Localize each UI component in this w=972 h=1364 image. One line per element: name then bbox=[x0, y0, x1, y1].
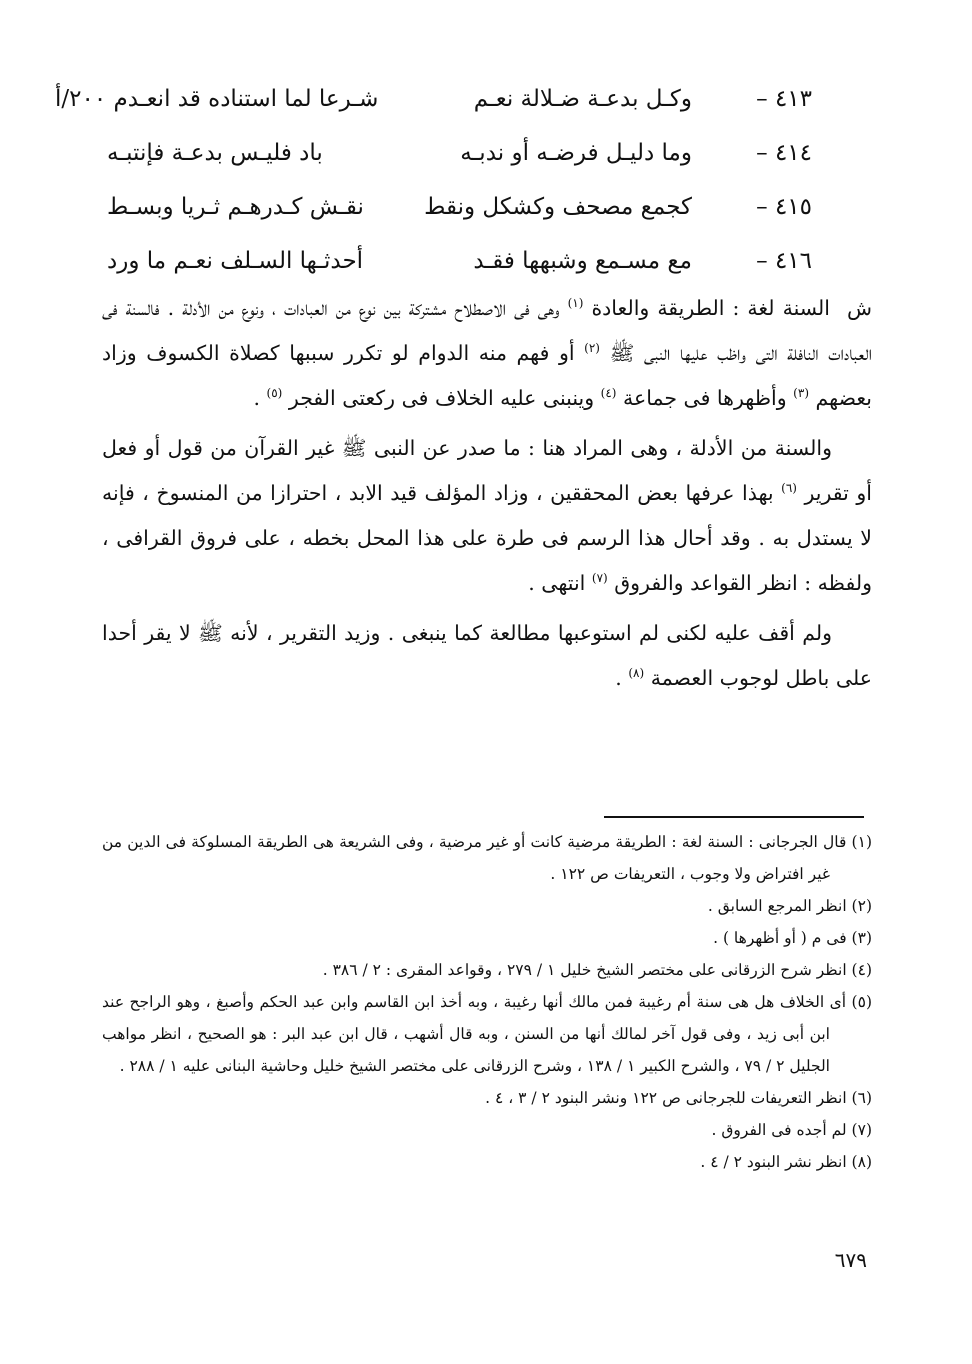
verse-block bbox=[55, 72, 812, 288]
footnote-4: (٤) انظر شرح الزرقانى على مختصر الشيخ خليل ١ / ٢٧٩ ، وقواعد المقرى : ٢ / ٣٨٦ . bbox=[322, 961, 872, 979]
verse-first-hemistich: وما دليـل فرضـه أو ندبـه bbox=[460, 140, 692, 166]
commentary-paragraph: والسنة من الأدلة ، وهى المراد هنا : ما صدر عن النبى ﷺ غير القرآن من قول أو فعل أو تقرير $^{(٦)}$ بهذا عرفها بعض المحققين ، وزاد المؤلف قيد الابد ، احترازا من المنسوخ ، فإنه لا يستدل به . وقد أحال هذا الرسم فى طرة على هذا المحل بخطه ، على فروق القرافى ، ولفظه : انظر القواعد والفروق $^{(٧)}$ انتهى . bbox=[102, 436, 872, 595]
verse-415 bbox=[107, 180, 812, 234]
footnote-separator bbox=[604, 816, 864, 818]
footnote-5: (٥) أى الخلاف هل هى سنة أم رغيبة فمن مالك أنها رغيبة ، وبه أخذ ابن القاسم وابن عبد الحكم وأصبغ ، وهو الراجح عند ابن أبى زيد ، وفى قول آخر لمالك أنها من السنن ، وبه قال أشهب ، قال ابن عبد البر : هو الصحيح ، انظر مواهب الجليل ٢ / ٧٩ ، والشرح الكبير ١ / ١٣٨ ، وشرح الزرقانى على مختصر الشيخ خليل وحاشية البنانى عليه ١ / ٢٨٨ . bbox=[102, 993, 872, 1075]
verse-second-hemistich: نقـش كـدرهـم ثـريا وبسـط bbox=[107, 194, 364, 220]
verse-number: ٤١٣ – bbox=[756, 86, 812, 112]
verse-413 bbox=[55, 72, 812, 126]
footnote-ref: (٣) bbox=[793, 386, 809, 401]
footnote-ref: (٦) bbox=[781, 481, 797, 496]
footnote-ref: (٨) bbox=[628, 666, 645, 681]
commentary-mark: ش bbox=[846, 296, 872, 320]
verse-second-hemistich: باد فليـس بدعـة فإنتبـه bbox=[107, 140, 323, 166]
verse-first-hemistich: مع مسـمع وشبهها فقـد bbox=[473, 248, 692, 274]
verse-second-hemistich: شـرعا لما استناده قد انعـدم ٢٠٠/أ bbox=[55, 86, 379, 112]
verse-first-hemistich: كجمع مصحف وكشكل ونقط bbox=[424, 194, 692, 220]
verse-number: ٤١٦ – bbox=[756, 248, 812, 274]
footnote-2: (٢) انظر المرجع السابق . bbox=[707, 897, 872, 915]
footnote-ref: (٤) bbox=[600, 386, 617, 401]
commentary-paragraph: ولم أقف عليه لكنى لم استوعبها مطالعة كما ينبغى . وزيد التقرير ، لأنه ﷺ لا يقر أحدا على باطل لوجوب العصمة $^{(٨)}$ . bbox=[102, 621, 872, 690]
footnotes bbox=[102, 826, 872, 1178]
footnote-ref: (٥) bbox=[266, 386, 283, 401]
commentary-text bbox=[102, 286, 872, 706]
footnote-3: (٣) فى م ( أو أظهرها ) . bbox=[713, 929, 872, 947]
verse-second-hemistich: أحدثـها السـلف نعـم ما ورد bbox=[107, 248, 364, 274]
verse-416 bbox=[107, 234, 812, 288]
footnote-ref: (١) bbox=[567, 296, 584, 311]
footnote-6: (٦) انظر التعريفات للجرجانى ص ١٢٢ ونشر البنود ٢ / ٣ ، ٤ . bbox=[485, 1089, 872, 1107]
commentary-paragraph: شالسنة لغة : الطريقة والعادة $^{(١)}$ وهى فى الاصطلاح مشتركة بين نوع من العبادات ، ونوع من الأدلة . فالسنة فى العبادات النافلة التى واظب عليها النبى ﷺ $^{(٢)}$ أو فهم منه الدوام لو تكرر سببها كصلاة الكسوف وزاد بعضهم $^{(٣)}$ وأظهرها فى جماعة $^{(٤)}$ وينبنى عليه الخلاف فى ركعتى الفجر $^{(٥)}$ . bbox=[102, 286, 872, 421]
verse-number: ٤١٥ – bbox=[756, 194, 812, 220]
footnote-ref: (٢) bbox=[584, 341, 600, 356]
footnote-8: (٨) انظر نشر البنود ٢ / ٤ . bbox=[700, 1153, 872, 1171]
verse-number: ٤١٤ – bbox=[756, 140, 812, 166]
verse-first-hemistich: وكـل بدعـة ضـلالة نعـم bbox=[473, 86, 692, 112]
footnote-7: (٧) لم أجده فى الفروق . bbox=[711, 1121, 872, 1139]
page-number: ٦٧٩ bbox=[834, 1248, 867, 1272]
verse-414 bbox=[107, 126, 812, 180]
footnote-ref: (٧) bbox=[591, 571, 608, 586]
footnote-1: (١) قال الجرجانى : السنة لغة : الطريقة مرضية كانت أو غير مرضية ، وفى الشريعة هى الطريقة المسلوكة فى الدين من غير افتراض ولا وجوب ، التعريفات ص ١٢٢ . bbox=[102, 833, 872, 883]
